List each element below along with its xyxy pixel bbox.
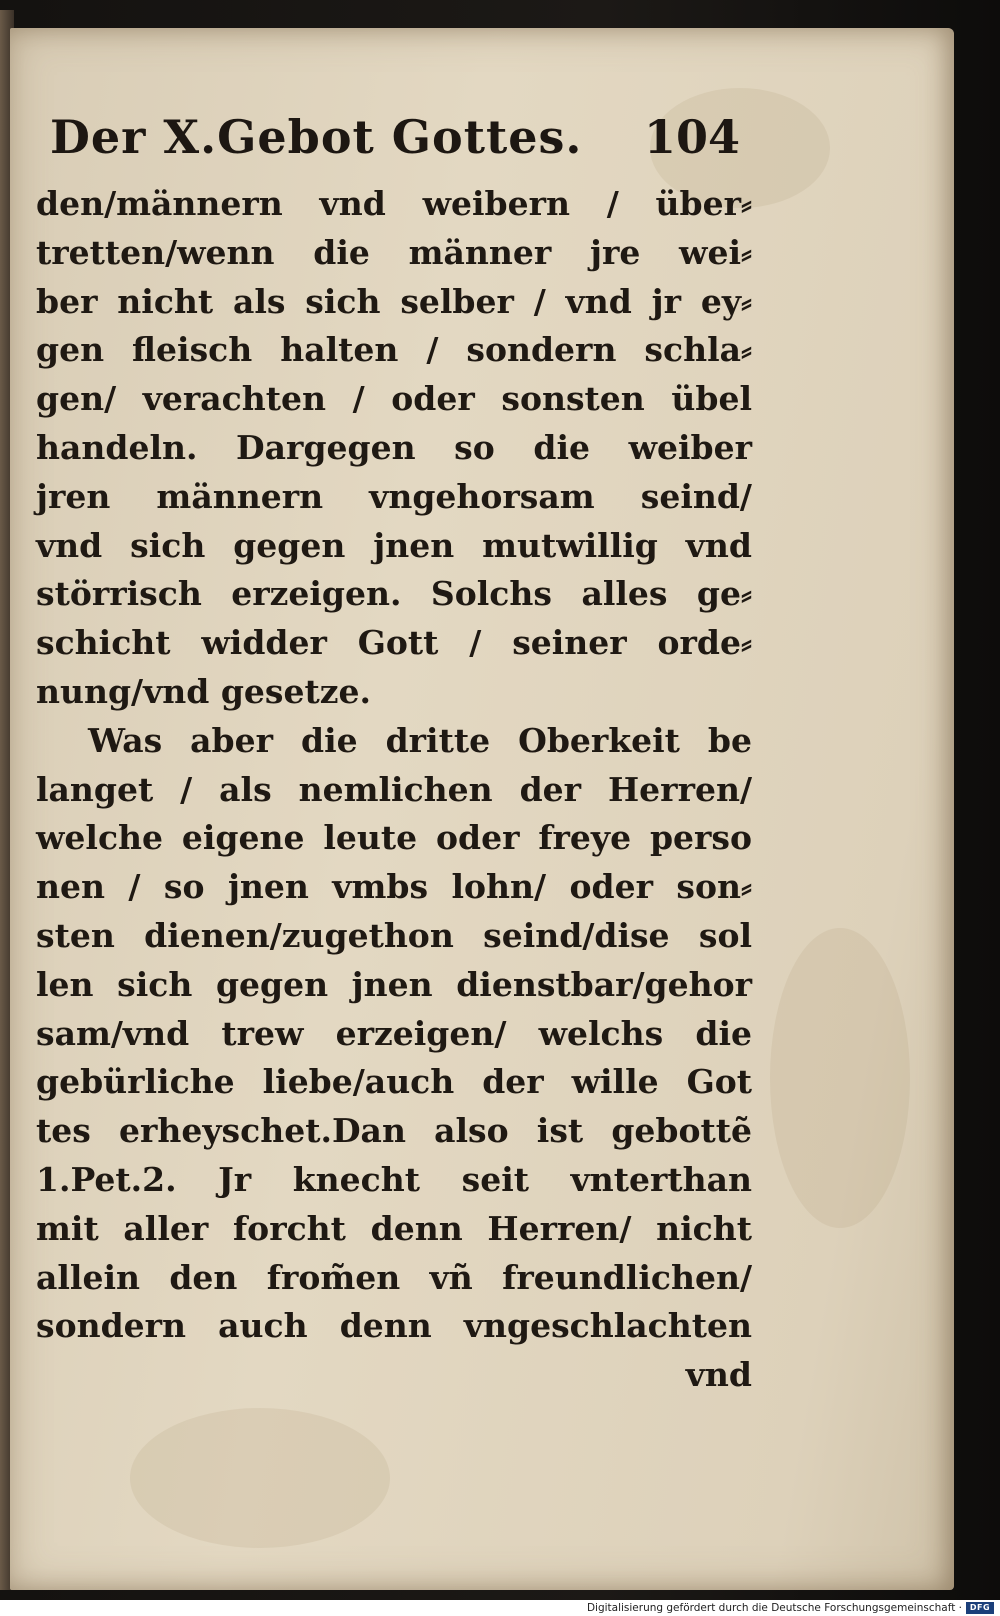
- funding-credit: Digitalisierung gefördert durch die Deutsche Forschungsgemeinschaft ·: [586, 1602, 962, 1614]
- page-number: 104: [643, 110, 740, 164]
- text-line: nen / so jnen vmbs lohn/ oder son⸗: [36, 867, 752, 907]
- text-line: Was aber die dritte Oberkeit be: [88, 720, 752, 760]
- text-line: vnd sich gegen jnen mutwillig vnd: [36, 525, 752, 565]
- text-line: welche eigene leute oder freye perso: [36, 818, 752, 858]
- catchword: vnd: [685, 1355, 752, 1395]
- text-line: langet / als nemlichen der Herren/: [36, 769, 752, 809]
- text-line: len sich gegen jnen dienstbar/gehor: [36, 964, 752, 1004]
- text-line: gen/ verachten / oder sonsten übel: [36, 379, 752, 419]
- text-line: tretten/wenn die männer jre wei⸗: [36, 232, 752, 272]
- text-line: 1.Pet.2. Jr knecht seit vnterthan: [36, 1159, 752, 1199]
- text-line: schicht widder Gott / seiner orde⸗: [36, 623, 752, 663]
- text-line: gebürliche liebe/auch der wille Got: [36, 1062, 752, 1102]
- text-line: ber nicht als sich selber / vnd jr ey⸗: [36, 281, 752, 321]
- running-title: Der X.Gebot Gottes.: [50, 110, 583, 164]
- text-line: mit aller forcht denn Herren/ nicht: [36, 1208, 752, 1248]
- dfg-logo: DFG: [966, 1602, 994, 1614]
- text-line: nung/vnd gesetze.: [36, 671, 371, 711]
- paper-stain: [770, 928, 910, 1228]
- text-line: allein den from̃en vñ freundlichen/: [36, 1257, 752, 1297]
- text-line: tes erheyschet.Dan also ist gebottẽ: [36, 1111, 752, 1151]
- text-line: sten dienen/zugethon seind/dise sol: [36, 915, 752, 955]
- page-header: [50, 110, 740, 172]
- text-line: gen fleisch halten / sondern schla⸗: [36, 330, 752, 370]
- text-line: sam/vnd trew erzeigen/ welchs die: [36, 1013, 752, 1053]
- text-line: störrisch erzeigen. Solchs alles ge⸗: [36, 574, 752, 614]
- body-text: [36, 180, 752, 1400]
- paper-stain: [130, 1408, 390, 1548]
- text-line: sondern auch denn vngeschlachten: [36, 1306, 752, 1346]
- text-line: den/männern vnd weibern / über⸗: [36, 184, 752, 223]
- text-line: jren männern vngehorsam seind/: [36, 476, 752, 516]
- text-line: handeln. Dargegen so die weiber: [36, 427, 752, 467]
